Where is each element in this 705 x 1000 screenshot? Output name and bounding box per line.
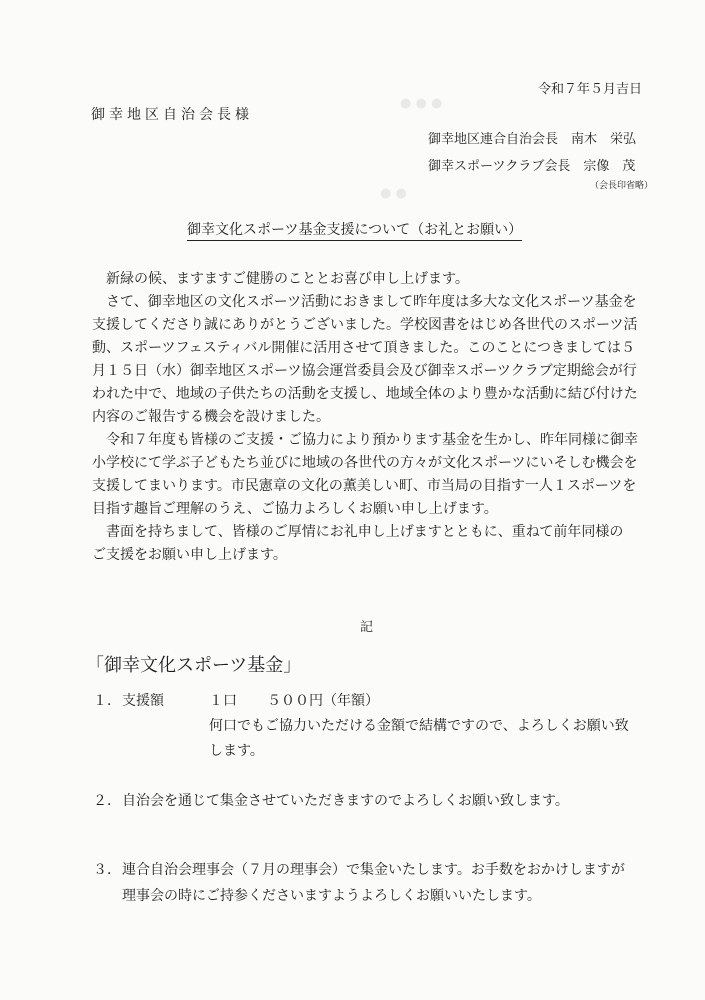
item-1-note: 何口でもご協力いただける金額で結構ですので、よろしくお願い致	[209, 718, 629, 734]
body-line: 内容のご報告する機会を設けました。	[92, 409, 330, 425]
item-3-text: 連合自治会理事会（７月の理事会）で集金いたします。お手数をおかけしますが	[122, 862, 625, 878]
body-line: ご支援をお願い申し上げます。	[92, 547, 287, 563]
fund-title: 「御幸文化スポーツ基金」	[86, 655, 302, 676]
item-2-text: 自治会を通じて集金させていただきますのでよろしくお願い致します。	[122, 793, 569, 809]
letter-body	[92, 268, 672, 567]
body-line: われた中で、地域の子供たちの活動を支援し、地域全体のより豊かな活動に結び付けた	[92, 386, 638, 402]
item-1-note: します。	[209, 743, 264, 759]
body-line: 小学校にて学ぶ子どもたち並びに地域の各世代の方々が文化スポーツにいそしむ機会を	[92, 455, 638, 471]
item-1-number: １．	[93, 693, 121, 709]
letter-date: 令和７年５月吉日	[538, 82, 643, 97]
addressee: 御幸地区自治会長様	[91, 107, 253, 123]
body-line: さて、御幸地区の文化スポーツ活動におきまして昨年度は多大な文化スポーツ基金を	[92, 294, 637, 310]
sender-line-2: 御幸スポーツクラブ会長 宗像 茂	[428, 159, 636, 174]
body-line: 新緑の候、ますますご健勝のこととお喜び申し上げます。	[92, 271, 469, 287]
item-1-heading: 支援額	[122, 693, 164, 709]
body-line: 目指す趣旨ご理解のうえ、ご協力よろしくお願い申し上げます。	[92, 501, 498, 517]
show-through-mark: ● ●	[380, 186, 407, 201]
body-line: 支援してくださり誠にありがとうございました。学校図書をはじめ各世代のスポーツ活	[92, 317, 638, 333]
item-1-unit: １口	[209, 693, 237, 709]
body-line: 支援してまいります。市民憲章の文化の薫美しい町、市当局の目指す一人１スポーツを	[92, 478, 637, 494]
letter-subject: 御幸文化スポーツ基金支援について（お礼とお願い）	[187, 219, 522, 241]
seal-omitted-note: （会長印省略）	[590, 181, 654, 191]
sender-line-1: 御幸地区連合自治会長 南木 栄弘	[428, 132, 637, 147]
show-through-mark: ● ● ●	[400, 96, 443, 111]
item-3-number: ３．	[93, 862, 121, 878]
body-line: 動、スポーツフェスティバル開催に活用させて頂きました。このことにつきましては５	[92, 340, 636, 356]
body-line: 書面を持ちまして、皆様のご厚情にお礼申し上げますとともに、重ねて前年同様の	[92, 524, 624, 540]
body-line: 令和７年度も皆様のご支援・ご協力により預かります基金を生かし、昨年同様に御幸	[92, 432, 638, 448]
item-1-amount: ５００円（年額）	[267, 693, 379, 709]
ki-heading: 記	[360, 620, 374, 635]
body-line: 月１５日（水）御幸地区スポーツ協会運営委員会及び御幸スポーツクラブ定期総会が行	[92, 363, 637, 379]
item-3-text: 理事会の時にご持参くださいますようよろしくお願いいたします。	[122, 888, 541, 904]
item-2-number: ２．	[93, 793, 121, 809]
